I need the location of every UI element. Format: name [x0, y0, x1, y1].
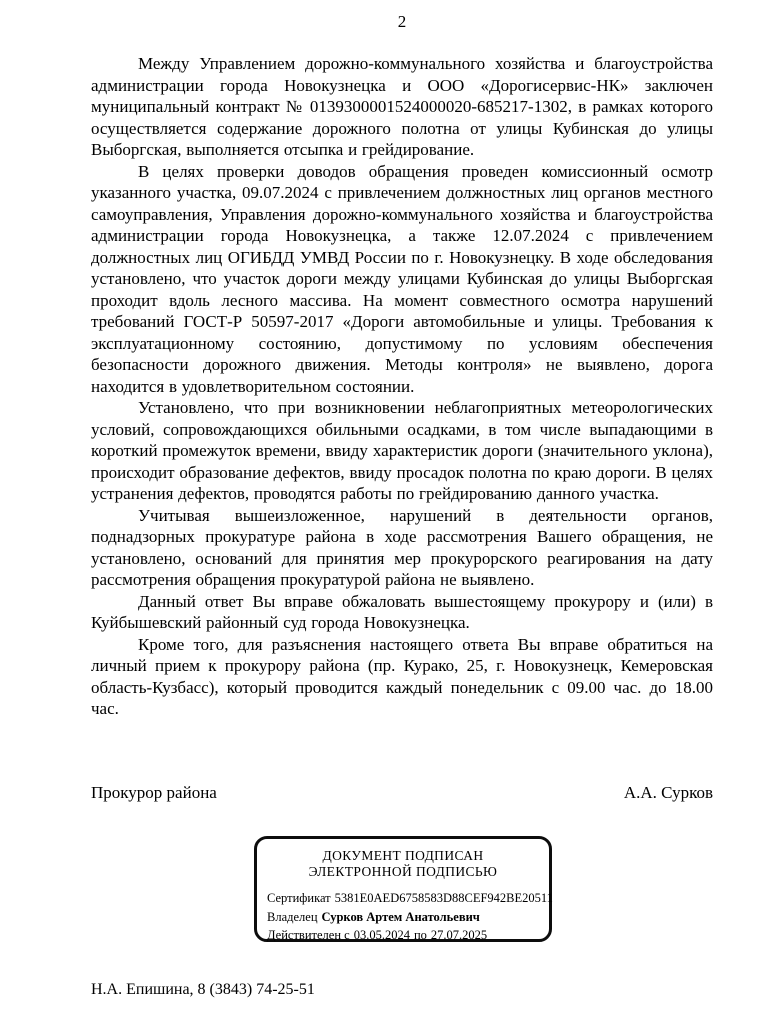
stamp-title-line2: ЭЛЕКТРОННОЙ ПОДПИСЬЮ [308, 863, 498, 879]
paragraph-appeal-rights: Данный ответ Вы вправе обжаловать вышестоящему прокурору и (или) в Куйбышевский районный суд города Новокузнецка. [91, 591, 713, 632]
paragraph-personal-reception: Кроме того, для разъяснения настоящего ответа Вы вправе обратиться на личный прием к прокурору района (пр. Курако, 25, г. Новокузнецк, Кемеровская область-Кузбасс), который проводится каждый понедельник с 09.00 час. до 18.00 час. [91, 634, 713, 718]
paragraph-contract: Между Управлением дорожно-коммунального хозяйства и благоустройства администрации города Новокузнецка и ООО «Дорогисервис-НК» заключен муниципальный контракт № 0139300001524000020-685217-1302, в рамках которого осуществляется содержание дорожного полотна от улицы Кубинская до улицы Выборгская, выполняется отсыпка и грейдирование. [91, 54, 713, 159]
signer-name: А.А. Сурков [623, 783, 713, 802]
stamp-certificate-line [267, 889, 553, 908]
owner-name: Сурков Артем Анатольевич [321, 909, 480, 924]
electronic-signature-stamp [254, 836, 552, 942]
paragraph-conclusion: Учитывая вышеизложенное, нарушений в деятельности органов, поднадзорных прокуратуре района в ходе рассмотрения Вашего обращения, не установлено, оснований для принятия мер прокурорского реагирования на дату рассмотрения обращения прокуратурой района не выявлено. [91, 505, 713, 589]
valid-to-label: по [413, 928, 427, 942]
signer-position: Прокурор района [91, 783, 217, 802]
executor-contact: Н.А. Епишина, 8 (3843) 74-25-51 [91, 981, 315, 998]
certificate-value: 5381E0AED6758583D88CEF942BE20511 [334, 891, 553, 905]
certificate-label: Сертификат [267, 891, 331, 905]
signature-row [91, 783, 713, 803]
stamp-details [267, 889, 553, 945]
stamp-owner-line [267, 908, 539, 927]
paragraph-weather-defects: Установлено, что при возникновении неблагоприятных метеорологических условий, сопровождающихся обильными осадками, в том числе выпадающими в короткий промежуток времени, ввиду характеристик дороги (значительного уклона), происходит образование дефектов, ввиду просадок полотна по краю дороги. В целях устранения дефектов, проводятся работы по грейдированию данного участка. [91, 398, 713, 503]
validity-label: Действителен с [267, 928, 350, 942]
owner-label: Владелец [267, 909, 318, 924]
valid-from-date: 03.05.2024 [353, 928, 410, 942]
stamp-validity-line [267, 926, 539, 945]
letter-body [91, 53, 713, 720]
stamp-title [267, 848, 539, 879]
paragraph-inspection: В целях проверки доводов обращения проведен комиссионный осмотр указанного участка, 09.07.2024 с привлечением должностных лиц органов местного самоуправления, Управления дорожно-коммунального хозяйства и благоустройства администрации города Новокузнецка, а также 12.07.2024 с привлечением должностных лиц ОГИБДД УМВД России по г. Новокузнецку. В ходе обследования установлено, что участок дороги между улицами Кубинская до улицы Выборгская проходит вдоль лесного массива. На момент совместного осмотра нарушений требований ГОСТ-Р 50597-2017 «Дороги автомобильные и улицы. Требования к эксплуатационному состоянию, допустимому по условиям обеспечения безопасности дорожного движения. Методы контроля» не выявлено, дорога находится в удовлетворительном состоянии. [91, 161, 713, 396]
page-number: 2 [397, 12, 407, 31]
valid-to-date: 27.07.2025 [430, 928, 488, 942]
stamp-title-line1: ДОКУМЕНТ ПОДПИСАН [322, 848, 484, 863]
